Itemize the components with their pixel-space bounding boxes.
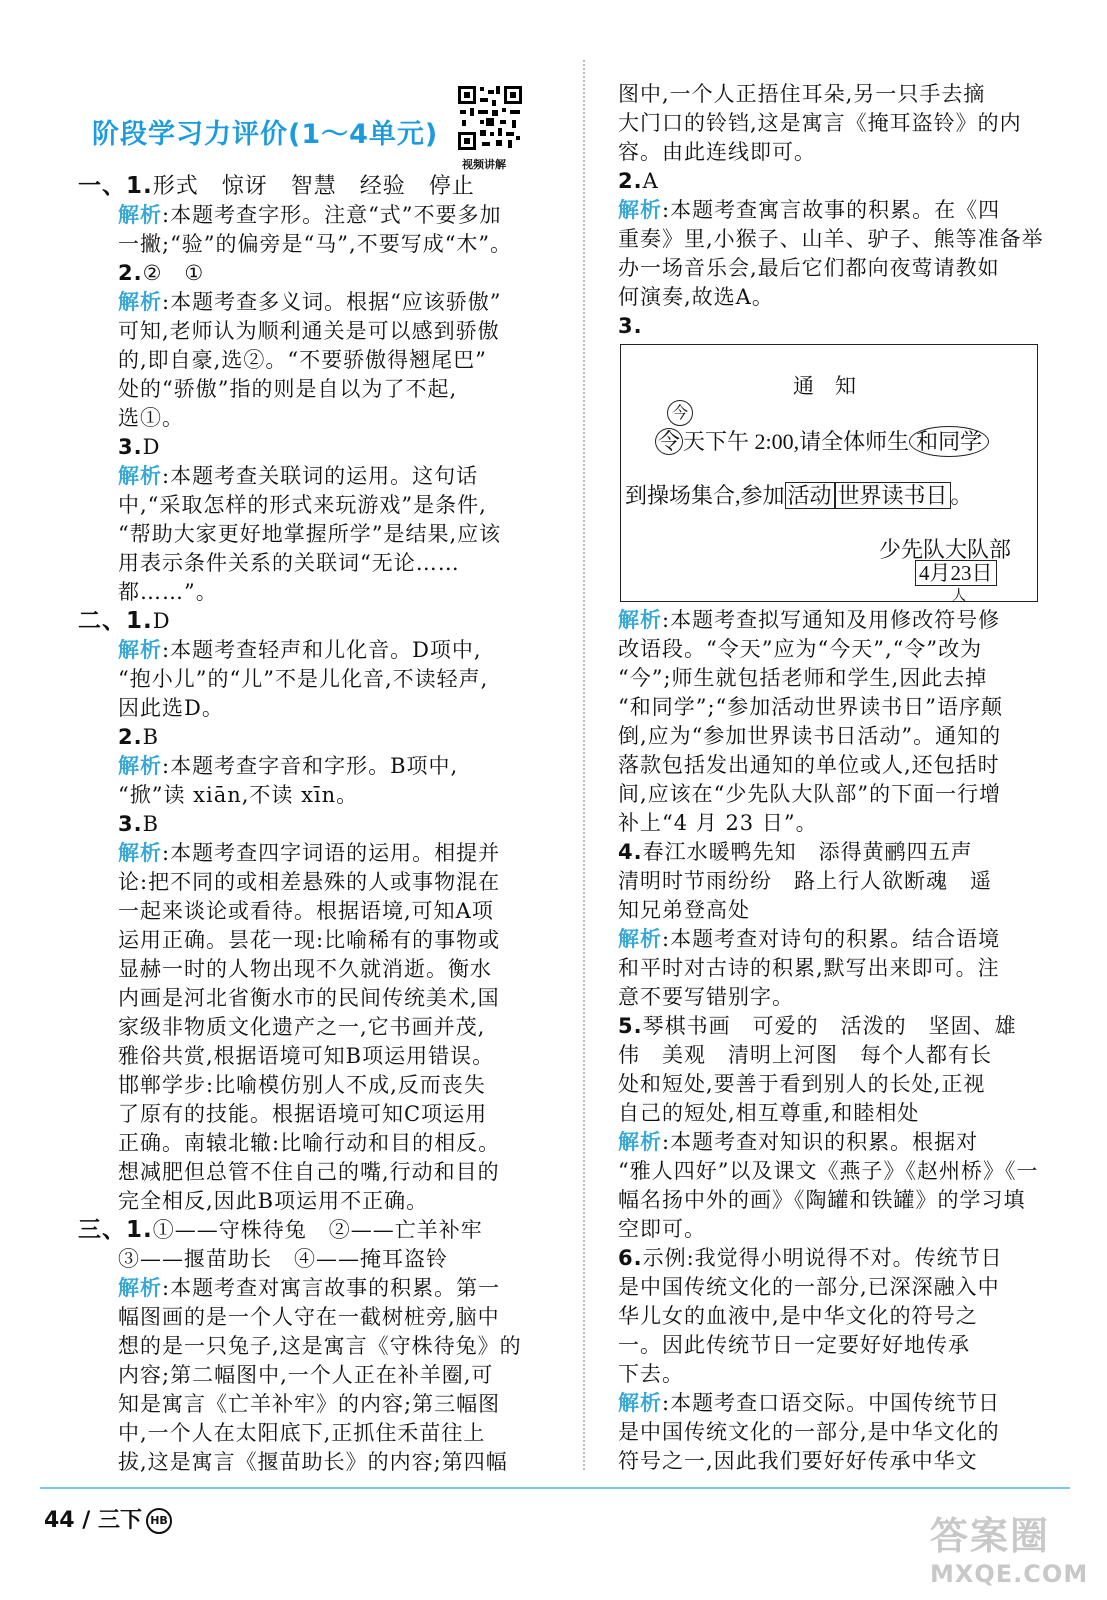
explanation-line: 幅名扬中外的画》《陶罐和铁罐》的学习填	[618, 1188, 1026, 1212]
explanation-line: 和平时对古诗的积累,默写出来即可。注	[618, 956, 1000, 980]
qr-caption: 视频讲解	[462, 158, 506, 171]
answer-line: 2.② ①	[118, 261, 205, 285]
explanation-line: 解析:本题考查字音和字形。B项中,	[118, 754, 459, 778]
explanation-line: 办一场音乐会,最后它们都向夜莺请教如	[618, 256, 1000, 280]
answer-line: 4.春江水暖鸭先知 添得黄鹂四五声	[618, 840, 973, 864]
explanation-line: 因此选D。	[118, 696, 224, 720]
answer-line: 二、1.D	[78, 608, 171, 634]
explanation-line: 一撇;“验”的偏旁是“马”,不要写成“木”。	[118, 232, 513, 256]
explanation-line: 雅俗共赏,根据语境可知B项运用错误。	[118, 1044, 495, 1068]
explanation-line: 解析:本题考查轻声和儿化音。D项中,	[118, 638, 482, 662]
explanation-line: 解析:本题考查口语交际。中国传统节日	[618, 1391, 1001, 1415]
answer-line: 一。因此传统节日一定要好好地传承	[618, 1333, 970, 1357]
answer-line: 5.琴棋书画 可爱的 活泼的 坚固、雄	[618, 1014, 1017, 1038]
explanation-line: 解析:本题考查多义词。根据“应该骄傲”	[118, 290, 502, 314]
qr-code-icon[interactable]	[456, 84, 524, 152]
answer-line: 华儿女的血液中,是中华文化的符号之	[618, 1304, 978, 1328]
explanation-line: 选①。	[118, 406, 184, 430]
explanation-line: 中,一个人在太阳底下,正抓住禾苗往上	[118, 1421, 486, 1445]
explanation-line: 解析:本题考查四字词语的运用。相提并	[118, 841, 501, 865]
explanation-line: 幅图画的是一个人守在一截树桩旁,脑中	[118, 1305, 500, 1329]
explanation-line: 容。由此连线即可。	[618, 140, 816, 164]
explanation-line: 内容;第二幅图中,一个人正在补羊圈,可	[118, 1363, 494, 1387]
hb-badge-icon: HB	[146, 1508, 172, 1534]
explanation-line: “掀”读 xiān,不读 xīn。	[118, 783, 359, 807]
answer-line: 2.B	[118, 725, 160, 749]
explanation-line: 解析:本题考查对知识的积累。根据对	[618, 1130, 979, 1154]
explanation-line: 的,即自豪,选②。“不要骄傲得翘尾巴”	[118, 348, 487, 372]
answer-line: 2.A	[618, 169, 659, 193]
explanation-line: “帮助大家更好地掌握所学”是结果,应该	[118, 522, 502, 546]
answer-line: 3.B	[118, 812, 160, 836]
explanation-line: “今”;师生就包括老师和学生,因此去掉	[618, 666, 988, 690]
explanation-line: 内画是河北省衡水市的民间传统美术,国	[118, 986, 500, 1010]
explanation-line: 邯郸学步:比喻模仿别人不成,反而丧失	[118, 1073, 486, 1097]
notice-line: 令 天下午 2:00,请全体师生 和同学	[655, 425, 989, 456]
explanation-line: 是中国传统文化的一部分,是中华文化的	[618, 1420, 1000, 1444]
explanation-line: 倒,应为“参加世界读书日活动”。通知的	[618, 724, 1002, 748]
answer-line: 6.示例:我觉得小明说得不对。传统节日	[618, 1246, 1003, 1270]
explanation-line: 一起来谈论或看待。根据语境,可知A项	[118, 899, 494, 923]
explanation-line: 解析:本题考查关联词的运用。这句话	[118, 464, 479, 488]
footer-rule	[40, 1487, 1070, 1489]
section-title: 阶段学习力评价(1～4单元)	[92, 119, 439, 150]
explanation-line: 补上“4 月 23 日”。	[618, 811, 818, 835]
answer-line: 自己的短处,相互尊重,和睦相处	[618, 1101, 920, 1125]
explanation-line: 解析:本题考查寓言故事的积累。在《四	[618, 198, 1001, 222]
explanation-line: 解析:本题考查拟写通知及用修改符号修	[618, 608, 1001, 632]
answer-line: 处和短处,要善于看到别人的长处,正视	[618, 1072, 986, 1096]
answer-line: 下去。	[618, 1362, 684, 1386]
explanation-line: “雅人四好”以及课文《燕子》《赵州桥》《一	[618, 1159, 1039, 1183]
explanation-line: 解析:本题考查对诗句的积累。结合语境	[618, 927, 1001, 951]
explanation-line: 意不要写错别字。	[618, 985, 794, 1009]
explanation-line: 拔,这是寓言《揠苗助长》的内容;第四幅	[118, 1450, 508, 1474]
explanation-line: “和同学”;“参加活动世界读书日”语序颠	[618, 695, 1004, 719]
explanation-line: 显赫一时的人物出现不久就消逝。衡水	[118, 957, 492, 981]
explanation-line: 可知,老师认为顺利通关是可以感到骄傲	[118, 319, 500, 343]
explanation-line: 何演奏,故选A。	[618, 285, 774, 309]
explanation-line: 想的是一只兔子,这是寓言《守株待兔》的	[118, 1334, 522, 1358]
explanation-line: 间,应该在“少先队大队部”的下面一行增	[618, 782, 1002, 806]
watermark: 答案圈 MXQE.COM	[930, 1514, 1089, 1588]
explanation-line: 符号之一,因此我们要好好传承中华文	[618, 1449, 978, 1473]
column-divider	[583, 60, 585, 1470]
answer-line: 三、1.①——守株待兔 ②——亡羊补牢	[78, 1217, 483, 1243]
answer-line: 清明时节雨纷纷 路上行人欲断魂 遥	[618, 869, 992, 893]
explanation-line: 正确。南辕北辙:比喻行动和目的相反。	[118, 1131, 501, 1155]
notice-line: 到操场集合,参加 活动 世界读书日 。	[625, 483, 973, 508]
explanation-line: 图中,一个人正捂住耳朵,另一只手去摘	[618, 82, 986, 106]
explanation-line: 改语段。“令天”应为“今天”,“令”改为	[618, 637, 983, 661]
explanation-line: 空即可。	[618, 1217, 706, 1241]
notice-title: 通 知	[793, 374, 856, 398]
answer-line: 3.	[618, 314, 643, 338]
explanation-line: 知是寓言《亡羊补牢》的内容;第三幅图	[118, 1392, 501, 1416]
explanation-line: 完全相反,因此B项运用不正确。	[118, 1189, 429, 1213]
explanation-line: 解析:本题考查对寓言故事的积累。第一	[118, 1276, 501, 1300]
answer-line: ③——揠苗助长 ④——掩耳盗铃	[118, 1247, 448, 1271]
correction-mark: 今	[667, 400, 693, 426]
explanation-line: 处的“骄傲”指的则是自以为了不起,	[118, 377, 458, 401]
explanation-line: 落款包括发出通知的单位或人,还包括时	[618, 753, 1000, 777]
explanation-line: 用表示条件关系的关联词“无论……	[118, 551, 460, 575]
insert-caret-mark: 人	[952, 588, 966, 604]
answer-line: 是中国传统文化的一部分,已深深融入中	[618, 1275, 1000, 1299]
notice-figure	[620, 344, 1038, 602]
explanation-line: “抱小儿”的“儿”不是儿化音,不读轻声,	[118, 667, 489, 691]
answer-line: 3.D	[118, 435, 161, 459]
explanation-line: 了原有的技能。根据语境可知C项运用	[118, 1102, 488, 1126]
explanation-line: 中,“采取怎样的形式来玩游戏”是条件,	[118, 493, 487, 517]
explanation-line: 重奏》里,小猴子、山羊、驴子、熊等准备举	[618, 227, 1044, 251]
page-number: 44 / 三下 HB	[44, 1503, 172, 1534]
explanation-line: 想减肥但总管不住自己的嘴,行动和目的	[118, 1160, 500, 1184]
explanation-line: 论:把不同的或相差悬殊的人或事物混在	[118, 870, 501, 894]
notice-signature: 少先队大队部	[879, 537, 1012, 562]
answer-line: 知兄弟登高处	[618, 898, 750, 922]
explanation-line: 解析:本题考查字形。注意“式”不要多加	[118, 203, 502, 227]
notice-date: 4月23日	[915, 560, 997, 586]
explanation-line: 都……”。	[118, 580, 218, 604]
explanation-line: 大门口的铃铛,这是寓言《掩耳盗铃》的内	[618, 111, 1022, 135]
answer-line: 伟 美观 清明上河图 每个人都有长	[618, 1043, 992, 1067]
explanation-line: 运用正确。昙花一现:比喻稀有的事物或	[118, 928, 501, 952]
answer-line: 一、1.形式 惊讶 智慧 经验 停止	[78, 173, 475, 199]
explanation-line: 家级非物质文化遗产之一,它书画并茂,	[118, 1015, 486, 1039]
